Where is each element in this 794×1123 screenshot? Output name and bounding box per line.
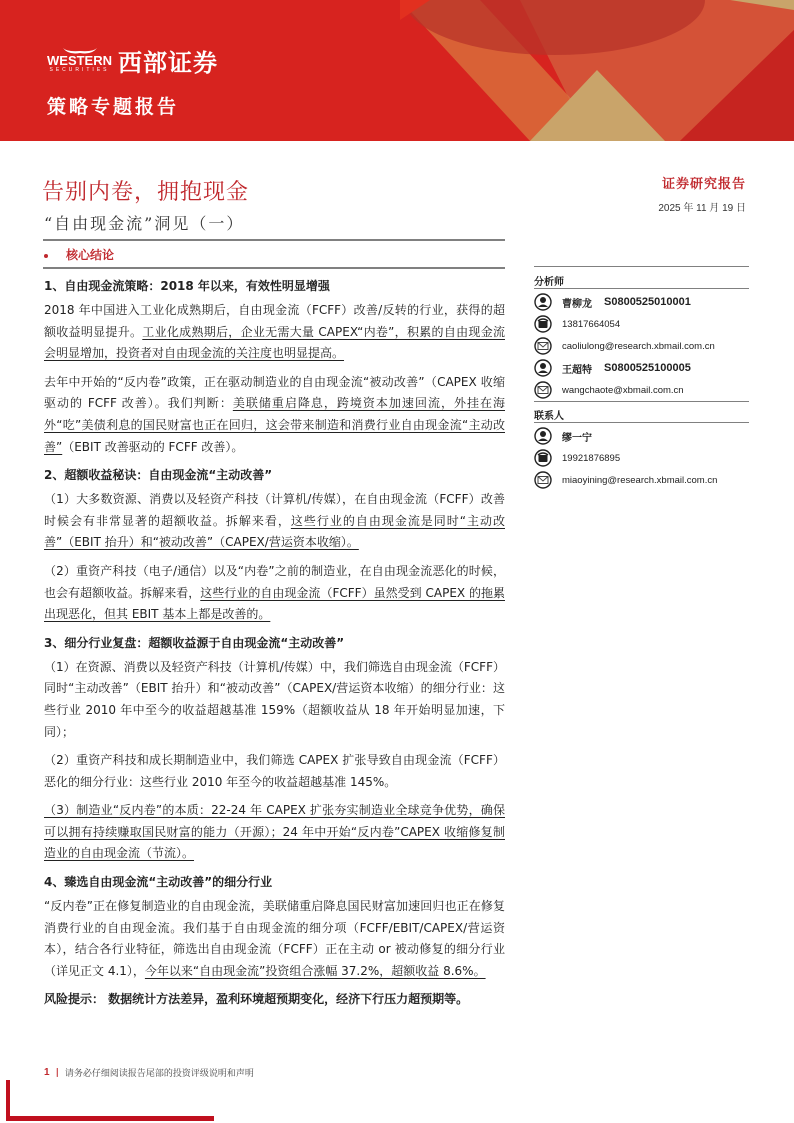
corner-decoration [6,1080,10,1120]
core-conclusion-label [44,246,114,263]
analyst-name-row [534,357,749,379]
core-conclusion-text: 核心结论 [66,248,115,262]
contact-name: 缪一宁 [562,432,592,444]
analyst-phone-row [534,313,749,335]
logo-en-subtext: SECURITIES [49,67,110,73]
risk-warning: 风险提示： 数据统计方法差异，盈利环境超预期变化，经济下行压力超预期等。 [44,992,469,1007]
section-paragraph [44,300,505,365]
highlighted-text: 工业化成熟期后，企业无需大量 CAPEX“内卷”，积累的自由现金流会明显增加，投资者对自由现金流的关注度也明显提高。 [44,324,505,361]
analyst-email[interactable]: caoliulong@research.xbmail.com.cn [562,340,715,352]
footer-disclaimer: 请务必仔细阅读报告尾部的投资评级说明和声明 [64,1069,254,1079]
analyst-name: 曹柳龙 [562,298,592,310]
divider [534,266,749,267]
analyst-email-row [534,335,749,357]
section-paragraph [44,489,505,554]
section-paragraph [44,896,505,982]
contact-label: 联系人 [534,411,564,422]
section-heading: 3、细分行业复盘：超额收益源于自由现金流“主动改善” [44,635,345,650]
divider [534,288,749,289]
person-icon [534,427,552,445]
contact-name-row [534,425,749,447]
paragraph-text: “反内卷”正在修复制造业的自由现金流，美联储重启降息国民财富加速回归也正在修复消费行业的自由现金流。我们基于自由现金流的细分项（FCFF/EBIT/CAPEX/营运资本），结合各行业特征，筛选出自由现金流（FCFF）正在主动 or 被动修复的细分行业（详见正文 4.1）， [44,899,505,978]
logo-english [47,47,112,73]
contact-list [534,425,749,491]
paragraph-text: 去年中开始的“反内卷”政策，正在驱动制造业的自由现金流“被动改善”（CAPEX 收缩驱动的 FCFF 改善）。我们判断： [44,374,505,411]
divider [534,422,749,423]
highlighted-text: 这些行业的自由现金流是同时“主动改善”（EBIT 抬升）和“被动改善”（CAPEX/营运资本收缩）。 [44,513,505,550]
paragraph-text: （1）大多数资源、消费以及轻资产科技（计算机/传媒），在自由现金流（FCFF）改善时候会有非常显著的超额收益。拆解来看， [44,492,505,528]
report-type: 策略专题报告 [47,96,180,118]
analyst-name-row [534,291,749,313]
document-type: 证券研究报告 [661,177,746,192]
contact-email-row [534,469,749,491]
section-paragraph [44,372,505,458]
page-footer [44,1066,254,1079]
core-conclusions-body [44,276,505,1018]
analyst-label: 分析师 [534,277,564,288]
analyst-email-row [534,379,749,401]
divider [43,239,505,241]
phone-icon [534,449,552,467]
analyst-list [534,291,749,401]
paragraph-text: 2018 年中国进入工业化成熟期后，自由现金流（FCFF）改善/反转的行业，获得的超额收益明显提升。 [44,303,505,339]
footer-separator: | [55,1067,59,1078]
divider [43,267,505,269]
highlighted-text: 今年以来“自由现金流”投资组合涨幅 37.2%，超额收益 8.6%。 [144,963,486,978]
section-paragraph [44,800,505,865]
company-logo [47,44,218,76]
section-heading: 2、超额收益秘诀：自由现金流“主动改善” [44,468,273,483]
contact-phone-row [534,447,749,469]
phone-icon [534,315,552,333]
email-icon [534,381,552,399]
person-icon [534,359,552,377]
person-icon [534,293,552,311]
page-subtitle: “自由现金流”洞见（一） [44,214,245,233]
paragraph-text: （1）在资源、消费以及轻资产科技（计算机/传媒）中，我们筛选自由现金流（FCFF）同时“主动改善”（EBIT 抬升）和“被动改善”（CAPEX/营运资本收缩）的细分行业：这些行业 2010 年中至今的收益超越基准 159%（超额收益从 18 年开始明显加速，下同）； [44,659,505,739]
email-icon [534,337,552,355]
highlighted-text: 这些行业的自由现金流（FCFF）虽然受到 CAPEX 的拖累出现恶化，但其 EBIT 基本上都是改善的。 [44,585,505,622]
header-banner [0,0,794,141]
paragraph-text: （EBIT 改善驱动的 FCFF 改善）。 [62,439,244,454]
paragraph-text: （2）重资产科技和成长期制造业中，我们筛选 CAPEX 扩张导致自由现金流（FCFF）恶化的细分行业：这些行业 2010 年至今的收益超越基准 145%。 [44,753,505,789]
section-paragraph [44,750,505,793]
analyst-email[interactable]: wangchaote@xbmail.com.cn [562,384,684,396]
contact-email[interactable]: miaoyining@research.xbmail.com.cn [562,474,718,486]
logo-cn-text: 西部证券 [118,48,218,77]
contact-section-header [534,404,749,423]
section-paragraph [44,657,505,743]
analyst-name: 王超特 [562,364,592,376]
page-title: 告别内卷，拥抱现金 [42,180,250,205]
highlighted-text: （3）制造业“反内卷”的本质：22-24 年 CAPEX 扩张夯实制造业全球竞争优势，确保可以拥有持续赚取国民财富的能力（开源）；24 年中开始“反内卷”CAPEX 收缩修复制造业的自由现金流（节流）。 [44,803,505,861]
contact-phone: 19921876895 [562,452,621,464]
email-icon [534,471,552,489]
logo-en-text: WESTERN [47,53,112,68]
corner-decoration [6,1116,214,1121]
bullet-icon [44,254,48,258]
divider [534,401,749,402]
analyst-section-header [534,270,749,289]
analyst-cert-number: S0800525010001 [604,296,691,308]
analyst-phone: 13817664054 [562,318,621,330]
section-paragraph [44,561,505,626]
page-number: 1 [44,1067,50,1078]
section-heading: 4、臻选自由现金流“主动改善”的细分行业 [44,875,273,890]
report-date: 2025 年 11 月 19 日 [658,203,746,214]
paragraph-text: （2）重资产科技（电子/通信）以及“内卷”之前的制造业，在自由现金流恶化的时候，也会有超额收益。拆解来看， [44,563,505,600]
highlighted-text: 美联储重启降息，跨境资本加速回流，外挂在海外“吃”美债利息的国民财富也正在回归，这会带来制造和消费行业自由现金流“主动改善” [44,396,505,454]
section-heading: 1、自由现金流策略：2018 年以来，有效性明显增强 [44,279,330,293]
analyst-cert-number: S0800525100005 [604,362,691,374]
